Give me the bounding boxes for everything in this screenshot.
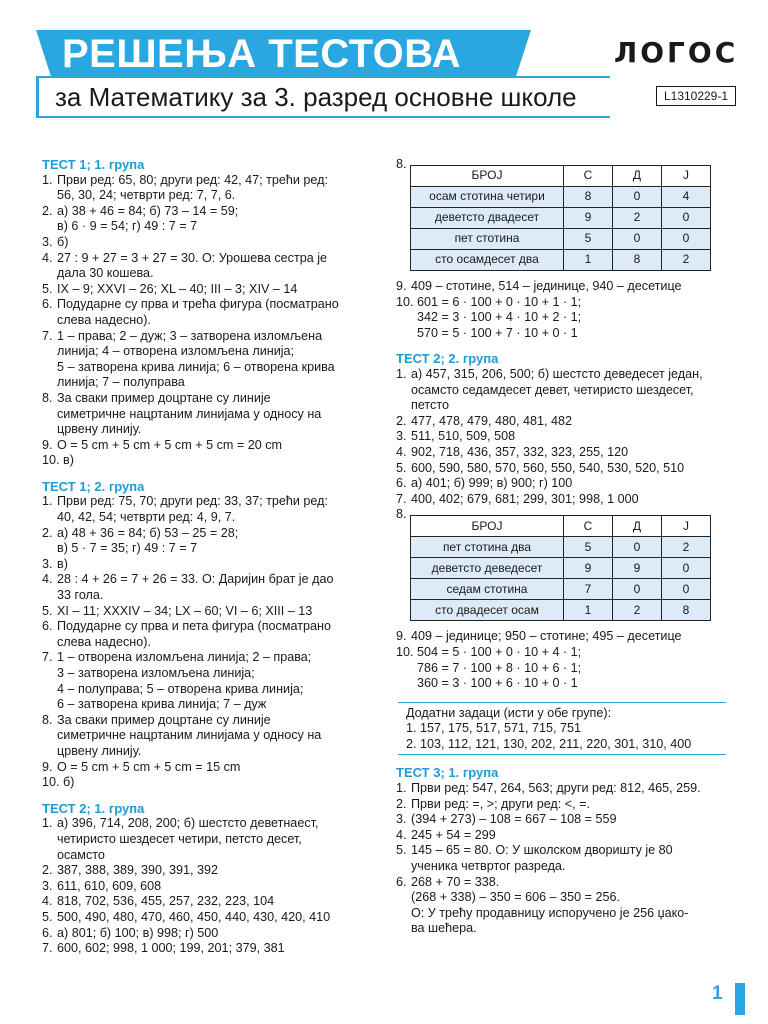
answer-line: в) 6 · 9 = 54; г) 49 : 7 = 7 xyxy=(57,219,198,234)
answer-item xyxy=(42,619,380,650)
answer-item xyxy=(42,251,380,282)
answer-line: в) xyxy=(63,453,74,468)
answer-list xyxy=(42,173,380,469)
answer-item xyxy=(42,879,380,895)
table-cell: 0 xyxy=(613,229,662,250)
answer-list xyxy=(42,816,380,956)
table-row xyxy=(411,579,711,600)
table-header-cell: Д xyxy=(613,516,662,537)
answer-number: 6. xyxy=(42,619,53,634)
answer-line: осамсто xyxy=(57,847,105,862)
answer-number: 3. xyxy=(396,429,407,444)
answer-number: 8. xyxy=(42,390,53,405)
table-cell: 2 xyxy=(662,537,711,558)
answer-number: 7. xyxy=(42,941,53,956)
answer-item xyxy=(42,650,380,712)
answer-number: 2. xyxy=(396,413,407,428)
answer-number: 9. xyxy=(42,759,53,774)
answer-number: 1. xyxy=(396,781,407,796)
answer-item xyxy=(396,367,726,414)
answer-line: 28 : 4 + 26 = 7 + 26 = 33. О: Даријин брат је дао xyxy=(57,572,334,587)
answer-line: 477, 478, 479, 480, 481, 482 xyxy=(411,413,573,428)
answer-item xyxy=(396,492,726,508)
table-row xyxy=(411,229,711,250)
answer-list xyxy=(396,279,726,341)
answer-number: 10. xyxy=(396,294,414,309)
answer-item xyxy=(42,526,380,557)
answer-line: 786 = 7 · 100 + 8 · 10 + 6 · 1; xyxy=(417,660,582,675)
answer-line: O = 5 cm + 5 cm + 5 cm + 5 cm = 20 cm xyxy=(57,437,283,452)
table-cell: сто двадесет осам xyxy=(411,600,564,621)
answer-item xyxy=(42,760,380,776)
table-header-row xyxy=(411,166,711,187)
answer-number: 3. xyxy=(42,556,53,571)
answer-number: 8. xyxy=(42,712,53,727)
answer-line: Подударне су прва и трећа фигура (посматрано xyxy=(57,297,339,312)
table-cell: пет стотина xyxy=(411,229,564,250)
product-code: L1310229-1 xyxy=(656,86,736,106)
answer-item xyxy=(42,557,380,573)
table-cell: 0 xyxy=(662,229,711,250)
answer-list xyxy=(396,367,726,507)
answer-item xyxy=(42,235,380,251)
answer-number: 1. xyxy=(42,494,53,509)
table-cell: 0 xyxy=(662,579,711,600)
answer-item xyxy=(42,572,380,603)
answer-number: 8. xyxy=(396,157,407,171)
section-heading: ТЕСТ 3; 1. група xyxy=(396,765,499,781)
answer-line: а) 801; б) 100; в) 998; г) 500 xyxy=(57,925,219,940)
answer-line: XI – 11; XXXIV – 34; LX – 60; VI – 6; XIII – 13 xyxy=(57,603,313,618)
answer-item xyxy=(396,476,726,492)
answer-number: 8. xyxy=(396,507,407,522)
answer-line: а) 48 + 36 = 84; б) 53 – 25 = 28; xyxy=(57,525,239,540)
answer-item xyxy=(42,894,380,910)
answer-line: црвену линију. xyxy=(57,422,142,437)
answer-item xyxy=(396,781,726,797)
right-column xyxy=(396,157,726,937)
table-cell: 1 xyxy=(564,600,613,621)
table-header-cell: С xyxy=(564,166,613,187)
answer-line: O = 5 cm + 5 cm + 5 cm = 15 cm xyxy=(57,759,241,774)
answer-item xyxy=(396,828,726,844)
section-heading: ТЕСТ 1; 1. група xyxy=(42,157,145,172)
answer-line: 342 = 3 · 100 + 4 · 10 + 2 · 1; xyxy=(417,310,582,325)
answer-number: 1. xyxy=(42,172,53,187)
answer-line: а) 457, 315, 206, 500; б) шестсто деведесет један, xyxy=(411,366,703,381)
table-row xyxy=(411,600,711,621)
answer-line: Први ред: 75, 70; други ред: 33, 37; трећи ред: xyxy=(57,494,328,509)
table-cell: 0 xyxy=(613,579,662,600)
answer-line: 5 – затворена крива линија; 6 – отворена крива xyxy=(57,359,335,374)
answer-item xyxy=(42,816,380,863)
answer-item xyxy=(42,282,380,298)
table-cell: сто осамдесет два xyxy=(411,250,564,271)
answer-line: 504 = 5 · 100 + 0 · 10 + 4 · 1; xyxy=(417,644,582,659)
answer-line: ученика четвртог разреда. xyxy=(411,859,566,874)
answer-line: 1 – права; 2 – дуж; 3 – затворена изломљена xyxy=(57,328,323,343)
answer-line: симетричне нацртаним линијама у односу на xyxy=(57,728,322,743)
answer-line: а) 396, 714, 208, 200; б) шестсто деветнаест, xyxy=(57,816,319,831)
table-cell: деветсто деведесет xyxy=(411,558,564,579)
answer-number: 2. xyxy=(42,203,53,218)
answer-item xyxy=(42,204,380,235)
answer-item xyxy=(42,775,380,791)
answer-line: симетричне нацртаним линијама у односу на xyxy=(57,406,322,421)
answer-line: За сваки пример доцртане су линије xyxy=(57,390,271,405)
answer-number: 3. xyxy=(396,812,407,827)
answer-number: 1. xyxy=(42,816,53,831)
table-row xyxy=(411,558,711,579)
answer-line: (268 + 338) – 350 = 606 – 350 = 256. xyxy=(411,890,621,905)
table-cell: 2 xyxy=(613,600,662,621)
section-heading: ТЕСТ 1; 2. група xyxy=(42,478,145,494)
answer-line: О: У трећу продавницу испоручено је 256 џако- xyxy=(411,905,689,920)
answer-item xyxy=(42,926,380,942)
answer-line: IX – 9; XXVI – 26; XL – 40; III – 3; XIV – 14 xyxy=(57,281,298,296)
left-column xyxy=(42,157,380,957)
answer-item xyxy=(42,391,380,438)
answer-line: петсто xyxy=(411,398,449,413)
answer-line: б) xyxy=(63,775,75,790)
answer-item xyxy=(396,629,726,645)
answer-line: 1 – отворена изломљена линија; 2 – права; xyxy=(57,650,312,665)
answer-item xyxy=(42,713,380,760)
answer-item xyxy=(396,797,726,813)
answer-line: 27 : 9 + 27 = 3 + 27 = 30. О: Урошева сестра је xyxy=(57,250,328,265)
answer-line: б) xyxy=(57,234,69,249)
answer-line: За сваки пример доцртане су линије xyxy=(57,712,271,727)
table-cell: седам стотина xyxy=(411,579,564,600)
answer-item xyxy=(396,429,726,445)
table-header-cell: БРОЈ xyxy=(411,166,564,187)
answer-line: 360 = 3 · 100 + 6 · 10 + 0 · 1 xyxy=(417,676,578,691)
answer-number: 9. xyxy=(42,437,53,452)
table-cell: 8 xyxy=(662,600,711,621)
answer-item xyxy=(42,863,380,879)
answer-number: 6. xyxy=(396,476,407,491)
answer-item xyxy=(396,812,726,828)
answer-line: 387, 388, 389, 390, 391, 392 xyxy=(57,863,219,878)
answer-line: Подударне су прва и пета фигура (посматрано xyxy=(57,619,331,634)
answer-line: 818, 702, 536, 455, 257, 232, 223, 104 xyxy=(57,894,275,909)
table-cell: 8 xyxy=(564,187,613,208)
answer-item xyxy=(42,453,380,469)
table-header-cell: Д xyxy=(613,166,662,187)
answer-line: линија; 4 – отворена изломљена линија; xyxy=(57,344,295,359)
answer-line: ва шећера. xyxy=(411,921,477,936)
answer-item xyxy=(396,295,726,342)
table-row xyxy=(411,537,711,558)
table-cell: 5 xyxy=(564,229,613,250)
table-row xyxy=(411,250,711,271)
page-subtitle: за Математику за 3. разред основне школе xyxy=(55,82,577,112)
answer-number: 6. xyxy=(42,297,53,312)
table-cell: 0 xyxy=(613,187,662,208)
answer-number: 10. xyxy=(396,644,414,659)
answer-item xyxy=(396,645,726,692)
table-cell: 8 xyxy=(613,250,662,271)
answer-item xyxy=(42,941,380,957)
table-cell: 9 xyxy=(613,558,662,579)
table-cell: 0 xyxy=(662,208,711,229)
answer-number: 4. xyxy=(42,894,53,909)
answer-number: 2. xyxy=(42,525,53,540)
answer-list xyxy=(42,494,380,790)
answer-item xyxy=(42,438,380,454)
publisher-logo xyxy=(612,36,740,66)
answer-line: осамсто седамдесет девет, четиристо шездесет, xyxy=(411,382,694,397)
section-heading: ТЕСТ 2; 1. група xyxy=(42,800,145,816)
answer-number: 5. xyxy=(42,909,53,924)
answer-item xyxy=(396,279,726,295)
answer-item xyxy=(42,297,380,328)
answer-line: Први ред: 65, 80; други ред: 42, 47; трећи ред: xyxy=(57,172,328,187)
table-header-cell: С xyxy=(564,516,613,537)
table-header-cell: Ј xyxy=(662,516,711,537)
answer-line: 600, 602; 998, 1 000; 199, 201; 379, 381 xyxy=(57,941,285,956)
table-cell: 5 xyxy=(564,537,613,558)
answer-number: 9. xyxy=(396,629,407,644)
answer-number: 7. xyxy=(42,650,53,665)
table-row xyxy=(411,208,711,229)
extra-task-line: 1. 157, 175, 517, 571, 715, 751 xyxy=(406,721,582,736)
answer-line: 56, 30, 24; четврти ред: 7, 7, 6. xyxy=(57,188,236,203)
logo-text: ЛОГОС xyxy=(614,36,739,66)
answer-item xyxy=(42,910,380,926)
answer-number: 2. xyxy=(396,796,407,811)
answer-number: 5. xyxy=(396,843,407,858)
section-heading: ТЕСТ 2; 2. група xyxy=(396,351,499,367)
answer-number: 5. xyxy=(42,281,53,296)
answer-list xyxy=(396,781,726,937)
answer-line: 245 + 54 = 299 xyxy=(411,827,496,842)
answer-line: 601 = 6 · 100 + 0 · 10 + 1 · 1; xyxy=(417,294,582,309)
table-cell: 4 xyxy=(662,187,711,208)
page-number-bar xyxy=(735,983,745,1015)
answer-item xyxy=(42,173,380,204)
answer-line: 409 – стотине, 514 – јединице, 940 – десетице xyxy=(411,279,682,293)
answer-line: в) xyxy=(57,556,68,571)
answer-line: 6 – затворена крива линија; 7 – дуж xyxy=(57,697,267,712)
page-title: РЕШЕЊА ТЕСТОВА xyxy=(62,32,462,76)
answer-number: 4. xyxy=(42,250,53,265)
answer-item xyxy=(396,875,726,937)
answer-line: 611, 610, 609, 608 xyxy=(57,878,162,893)
answer-item xyxy=(396,414,726,430)
answer-number: 4. xyxy=(396,827,407,842)
extra-tasks-heading: Додатни задаци (исти у обе групе): xyxy=(406,705,612,720)
table-cell: пет стотина два xyxy=(411,537,564,558)
answer-line: 409 – јединице; 950 – стотине; 495 – десетице xyxy=(411,629,682,644)
answer-number: 10. xyxy=(42,453,60,468)
answer-line: 40, 42, 54; четврти ред: 4, 9, 7. xyxy=(57,510,236,525)
answer-item xyxy=(396,843,726,874)
answer-line: 902, 718, 436, 357, 332, 323, 255, 120 xyxy=(411,444,629,459)
place-value-table xyxy=(410,165,711,271)
answer-line: в) 5 · 7 = 35; г) 49 : 7 = 7 xyxy=(57,541,198,556)
answer-item xyxy=(42,494,380,525)
answer-number: 4. xyxy=(42,572,53,587)
answer-number: 4. xyxy=(396,444,407,459)
answer-item xyxy=(42,329,380,391)
answer-number: 6. xyxy=(42,925,53,940)
answer-line: 33 гола. xyxy=(57,588,104,603)
table-cell: 1 xyxy=(564,250,613,271)
table-cell: 0 xyxy=(662,558,711,579)
table-cell: 7 xyxy=(564,579,613,600)
answer-number: 3. xyxy=(42,234,53,249)
answer-line: дала 30 кошева. xyxy=(57,266,154,281)
answer-line: а) 401; б) 999; в) 900; г) 100 xyxy=(411,476,573,491)
table-cell: 0 xyxy=(613,537,662,558)
answer-line: 268 + 70 = 338. xyxy=(411,874,500,889)
answer-number: 6. xyxy=(396,874,407,889)
answer-item xyxy=(396,445,726,461)
answer-line: 570 = 5 · 100 + 7 · 10 + 0 · 1 xyxy=(417,325,578,340)
table-cell: 2 xyxy=(662,250,711,271)
answer-number: 7. xyxy=(396,491,407,506)
answer-line: 500, 490, 480, 470, 460, 450, 440, 430, 420, 410 xyxy=(57,909,331,924)
answer-line: 145 – 65 = 80. О: У школском дворишту је 80 xyxy=(411,843,673,858)
place-value-table xyxy=(410,515,711,621)
table-row xyxy=(411,187,711,208)
answer-item xyxy=(42,604,380,620)
answer-line: 400, 402; 679, 681; 299, 301; 998, 1 000 xyxy=(411,491,639,506)
answer-number: 9. xyxy=(396,279,407,293)
answer-line: слева надесно). xyxy=(57,312,151,327)
table-cell: 9 xyxy=(564,208,613,229)
answer-line: а) 38 + 46 = 84; б) 73 – 14 = 59; xyxy=(57,203,239,218)
table-header-cell: БРОЈ xyxy=(411,516,564,537)
table-cell: осам стотина четири xyxy=(411,187,564,208)
answer-line: 600, 590, 580, 570, 560, 550, 540, 530, 520, 510 xyxy=(411,460,685,475)
answer-line: линија; 7 – полуправа xyxy=(57,375,185,390)
answer-number: 5. xyxy=(42,603,53,618)
table-header-row xyxy=(411,516,711,537)
extra-tasks-box xyxy=(398,702,726,756)
answer-number: 1. xyxy=(396,366,407,381)
answer-line: црвену линију. xyxy=(57,743,142,758)
answer-number: 3. xyxy=(42,878,53,893)
answer-line: 3 – затворена изломљена линија; xyxy=(57,666,255,680)
answer-line: (394 + 273) – 108 = 667 – 108 = 559 xyxy=(411,812,617,827)
answer-line: четиристо шездесет четири, петсто десет, xyxy=(57,831,302,846)
table-header-cell: Ј xyxy=(662,166,711,187)
answer-number: 10. xyxy=(42,775,60,790)
answer-number: 7. xyxy=(42,328,53,343)
answer-number: 2. xyxy=(42,863,53,878)
answer-number: 5. xyxy=(396,460,407,475)
table-cell: деветсто двадесет xyxy=(411,208,564,229)
answer-line: 4 – полуправа; 5 – отворена крива линија; xyxy=(57,681,304,696)
answer-line: 511, 510, 509, 508 xyxy=(411,429,516,444)
answer-line: Први ред: 547, 264, 563; други ред: 812, 465, 259. xyxy=(411,781,701,796)
table-cell: 9 xyxy=(564,558,613,579)
extra-task-line: 2. 103, 112, 121, 130, 202, 211, 220, 301, 310, 400 xyxy=(406,736,692,751)
answer-list xyxy=(396,629,726,691)
answer-line: Први ред: =, >; други ред: <, =. xyxy=(411,796,590,811)
answer-line: слева надесно). xyxy=(57,634,151,649)
answer-item xyxy=(396,461,726,477)
page-number: 1 xyxy=(712,983,723,1004)
table-cell: 2 xyxy=(613,208,662,229)
